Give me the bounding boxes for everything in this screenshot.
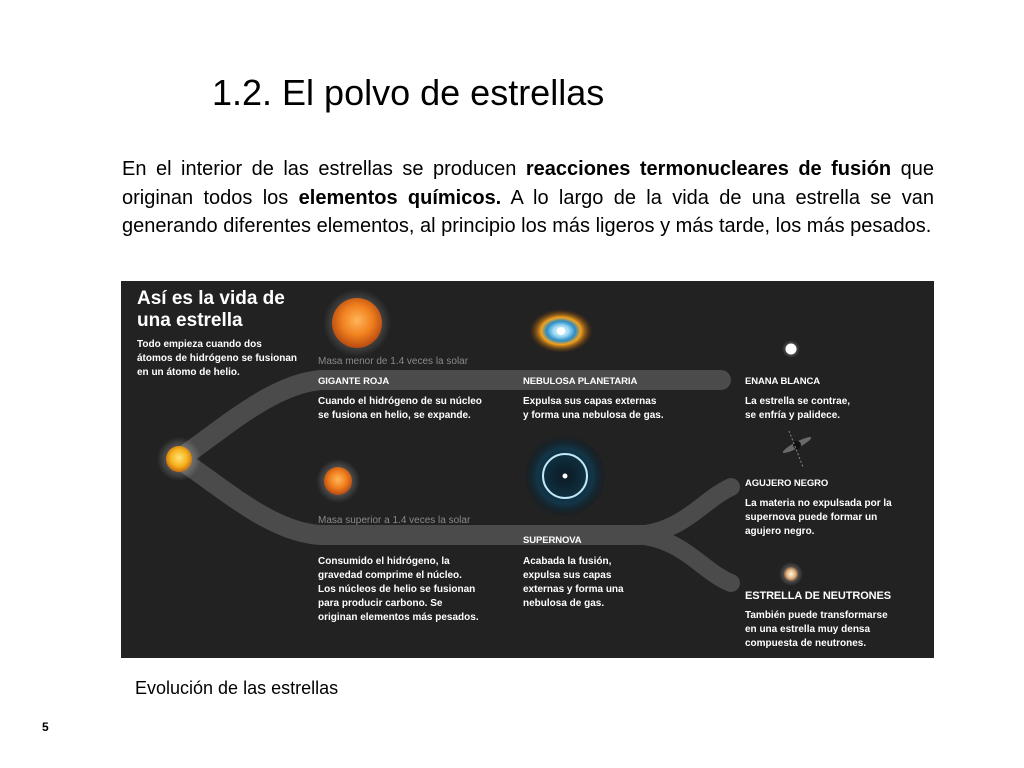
- neutron-star-icon: [784, 567, 798, 581]
- black-hole-heading: AGUJERO NEGRO: [745, 478, 829, 489]
- page-number: 5: [42, 720, 49, 734]
- supernova-core-icon: [563, 474, 568, 479]
- neutron-star-heading: ESTRELLA DE NEUTRONES: [745, 590, 892, 602]
- planetary-nebula-text: Expulsa sus capas externas y forma una nebulosa de gas.: [523, 396, 664, 421]
- paragraph-bold-2: elementos químicos.: [298, 186, 502, 209]
- star-life-infographic: [121, 281, 934, 658]
- paragraph-text-1: En el interior de las estrellas se producen: [122, 158, 526, 180]
- infographic-title: Así es la vida de una estrella: [137, 288, 285, 331]
- mass-low-label: Masa menor de 1.4 veces la solar: [318, 356, 469, 367]
- black-hole-text: La materia no expulsada por la supernova puede formar un agujero negro.: [745, 498, 892, 537]
- mass-high-label: Masa superior a 1.4 veces la solar: [318, 515, 471, 526]
- page-title: 1.2. El polvo de estrellas: [212, 72, 605, 113]
- white-dwarf-heading: ENANA BLANCA: [745, 376, 820, 387]
- red-giant-icon: [332, 298, 382, 348]
- black-hole-icon: [781, 431, 812, 467]
- paragraph-bold-1: reacciones termonucleares de fusión: [525, 158, 892, 180]
- white-dwarf-text: La estrella se contrae, se enfría y palidece.: [745, 396, 851, 421]
- figure-caption: Evolución de las estrellas: [135, 678, 339, 698]
- paragraph-text-2: que originan todos los: [122, 158, 934, 209]
- initial-star-icon: [166, 446, 192, 472]
- planetary-nebula-heading: NEBULOSA PLANETARIA: [523, 376, 638, 387]
- paragraph-text-3: A lo largo de la vida de una estrella se van generando diferentes elementos, al principio los más ligeros y más tarde, los más pesados.: [122, 186, 934, 237]
- massive-star-text: Consumido el hidrógeno, la gravedad comprime el núcleo. Los núcleos de helio se fusionan para producir carbono. Se originan elementos más pesados.: [318, 556, 479, 623]
- red-giant-text: Cuando el hidrógeno de su núcleo se fusiona en helio, se expande.: [318, 396, 482, 421]
- supernova-text: Acabada la fusión, expulsa sus capas externas y forma una nebulosa de gas.: [523, 556, 624, 609]
- red-giant-heading: GIGANTE ROJA: [318, 376, 390, 387]
- nebula-core-icon: [557, 327, 565, 335]
- infographic-intro: Todo empieza cuando dos átomos de hidrógeno se fusionan en un átomo de helio.: [137, 339, 298, 378]
- supernova-heading: SUPERNOVA: [523, 535, 582, 546]
- white-dwarf-icon: [786, 344, 797, 355]
- neutron-star-text: También puede transformarse en una estrella muy densa compuesta de neutrones.: [745, 610, 888, 649]
- massive-star-icon: [324, 467, 352, 495]
- intro-paragraph: [122, 155, 934, 241]
